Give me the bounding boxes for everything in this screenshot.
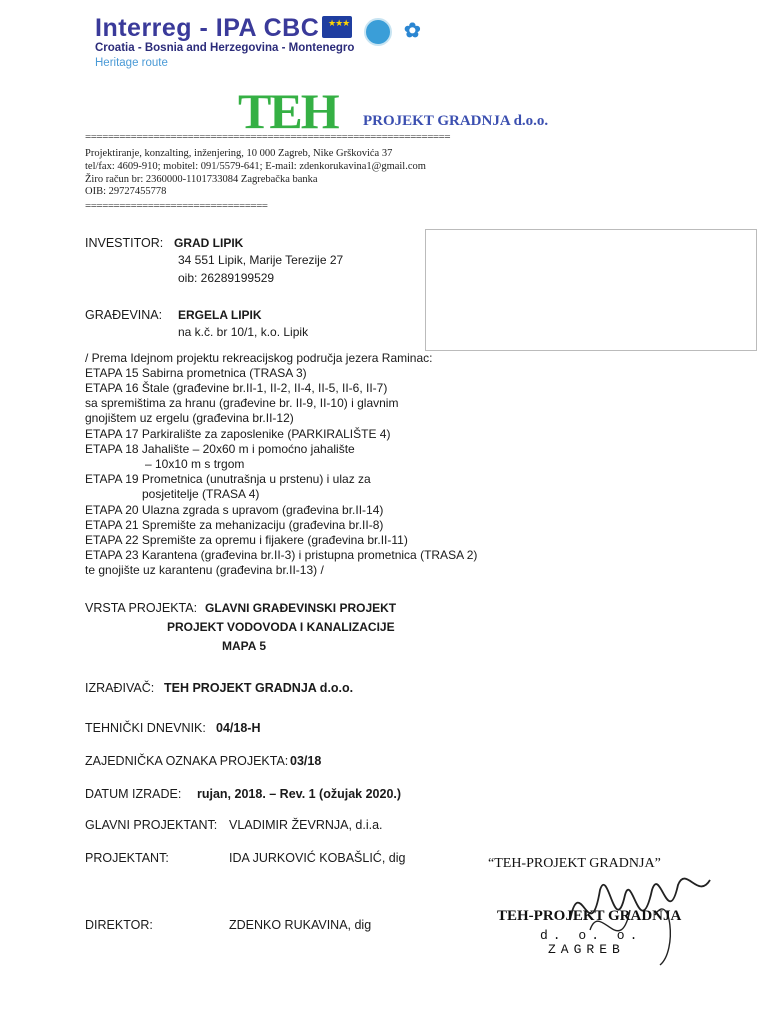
etape-line: ETAPA 23 Karantena (građevina br.II-3) i pristupna prometnica (TRASA 2): [85, 548, 478, 562]
contact-line-4: OIB: 29727455778: [85, 186, 167, 197]
etape-line: ETAPA 19 Prometnica (unutrašnja u prstenu) i ulaz za: [85, 472, 371, 486]
etape-line: ETAPA 22 Spremište za opremu i fijakere (građevina br.II-11): [85, 533, 408, 547]
etape-line: ETAPA 17 Parkiralište za zaposlenike (PARKIRALIŠTE 4): [85, 427, 391, 441]
direktor-label: DIREKTOR:: [85, 918, 153, 932]
projektant-label: PROJEKTANT:: [85, 851, 169, 865]
glavni-projektant-label: GLAVNI PROJEKTANT:: [85, 818, 218, 832]
etape-line: ETAPA 16 Štale (građevine br.II-1, II-2, II-4, II-5, II-6, II-7): [85, 381, 388, 395]
datum-label: DATUM IZRADE:: [85, 787, 182, 801]
vrsta-label: VRSTA PROJEKTA:: [85, 601, 198, 615]
contact-line-2: tel/fax: 4609-910; mobitel: 091/5579-641; E-mail: zdenkorukavina1@gmail.com: [85, 161, 426, 172]
dnevnik-value: 04/18-H: [216, 721, 261, 735]
stamp-company: TEH-PROJEKT GRADNJA: [497, 908, 682, 924]
izradjivac-label: IZRAĐIVAČ:: [85, 681, 155, 695]
datum-value: rujan, 2018. – Rev. 1 (ožujak 2020.): [197, 787, 402, 801]
interreg-subtitle: Croatia - Bosnia and Herzegovina - Montenegro: [95, 42, 355, 54]
etape-line: posjetitelje (TRASA 4): [142, 487, 260, 501]
investitor-oib: oib: 26289199529: [178, 271, 275, 285]
divider-long: ================================================================: [85, 131, 451, 143]
company-name: PROJEKT GRADNJA d.o.o.: [363, 113, 549, 129]
oznaka-label: ZAJEDNIČKA OZNAKA PROJEKTA:: [85, 754, 289, 768]
divider-short: ================================: [85, 200, 268, 212]
gradjevina-location: na k.č. br 10/1, k.o. Lipik: [178, 325, 309, 339]
etape-line: – 10x10 m s trgom: [145, 457, 245, 471]
stamp-city: ZAGREB: [548, 942, 625, 957]
oznaka-value: 03/18: [290, 754, 322, 768]
etape-line: te gnojište uz karantenu (građevina br.II-13) /: [85, 563, 324, 577]
projektant-value: IDA JURKOVIĆ KOBAŠLIĆ, dig: [229, 851, 406, 865]
stamp-doo: d. o. o.: [540, 928, 643, 943]
glavni-projektant-value: VLADIMIR ŽEVRNJA, d.i.a.: [229, 818, 383, 832]
etape-line: ETAPA 15 Sabirna prometnica (TRASA 3): [85, 366, 307, 380]
teh-logo: TEH: [238, 83, 338, 139]
direktor-value: ZDENKO RUKAVINA, dig: [229, 918, 372, 932]
vrsta-line-2: PROJEKT VODOVODA I KANALIZACIJE: [167, 620, 395, 634]
empty-frame-box: [425, 229, 757, 351]
heritage-route-label: Heritage route: [95, 57, 168, 69]
gradjevina-label: GRAĐEVINA:: [85, 308, 163, 322]
partner-logo-icon: ✿: [404, 20, 421, 42]
investitor-name: GRAD LIPIK: [174, 236, 244, 250]
etape-line: / Prema Idejnom projektu rekreacijskog područja jezera Raminac:: [85, 351, 433, 365]
investitor-address: 34 551 Lipik, Marije Terezije 27: [178, 253, 344, 267]
investitor-label: INVESTITOR:: [85, 236, 164, 250]
vrsta-line-3: MAPA 5: [222, 639, 267, 653]
vrsta-line-1: GLAVNI GRAĐEVINSKI PROJEKT: [205, 601, 397, 615]
izradjivac-value: TEH PROJEKT GRADNJA d.o.o.: [164, 681, 354, 695]
etape-line: ETAPA 21 Spremište za mehanizaciju (građevina br.II-8): [85, 518, 384, 532]
etape-line: sa spremištima za hranu (građevine br. II-9, II-10) i glavnim: [85, 396, 399, 410]
etape-line: ETAPA 20 Ulazna zgrada s upravom (građevina br.II-14): [85, 503, 384, 517]
interreg-logo: Interreg - IPA CBC: [95, 14, 320, 42]
etape-line: ETAPA 18 Jahalište – 20x60 m i pomoćno jahalište: [85, 442, 355, 456]
emblem-icon: [364, 18, 392, 46]
contact-line-3: Žiro račun br: 2360000-1101733084 Zagrebačka banka: [85, 174, 318, 185]
contact-line-1: Projektiranje, konzalting, inženjering, 10 000 Zagreb, Nike Grškovića 37: [85, 148, 393, 159]
gradjevina-name: ERGELA LIPIK: [178, 308, 262, 322]
stamp-title: “TEH-PROJEKT GRADNJA”: [488, 856, 661, 871]
eu-flag-icon: ★★★: [322, 16, 352, 38]
dnevnik-label: TEHNIČKI DNEVNIK:: [85, 721, 206, 735]
etape-line: gnojištem uz ergelu (građevina br.II-12): [85, 411, 294, 425]
